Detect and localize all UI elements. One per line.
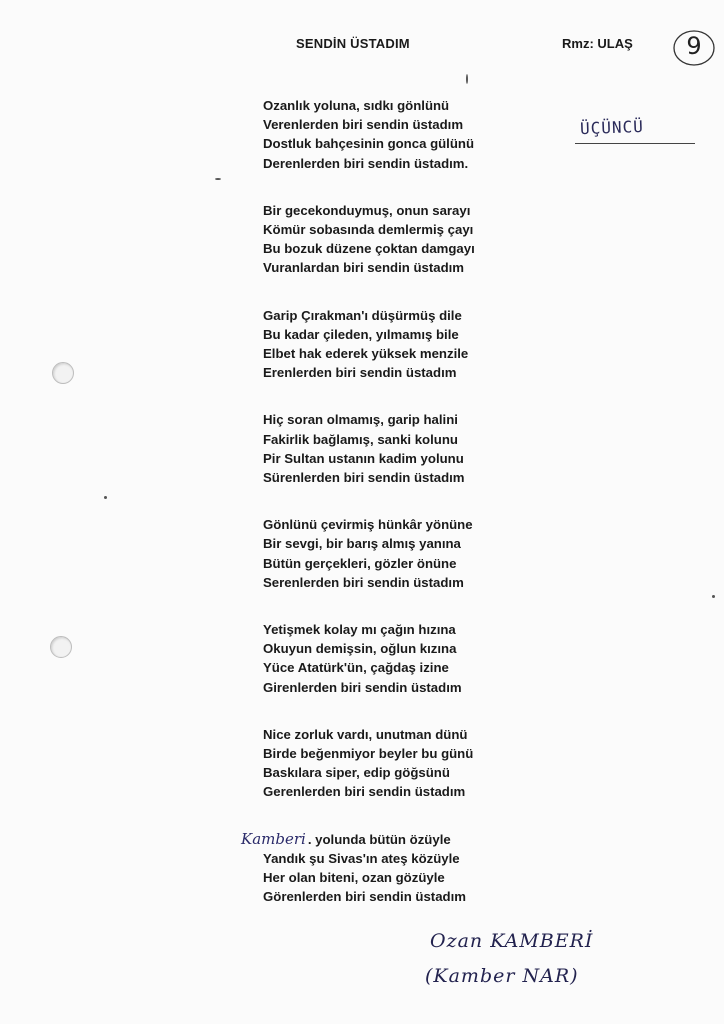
- poem-title: SENDİN ÜSTADIM: [296, 36, 410, 51]
- poem-line: Bu kadar çileden, yılmamış bile: [263, 326, 459, 342]
- poem-line: Yüce Atatürk'ün, çağdaş izine: [263, 660, 449, 676]
- poem-line: Dostluk bahçesinin gonca gülünü: [263, 136, 475, 152]
- paper-speck: [104, 496, 107, 499]
- poem-line: Baskılara siper, edip göğsünü: [263, 765, 450, 781]
- paper-speck: [215, 178, 221, 180]
- poem-line: Pir Sultan ustanın kadim yolunu: [263, 450, 464, 466]
- poem-line: Her olan biteni, ozan gözüyle: [263, 870, 445, 886]
- stanza: [263, 201, 563, 278]
- stanza: [263, 515, 563, 592]
- author-code: Rmz: ULAŞ: [562, 36, 633, 51]
- poem-line: Girenlerden biri sendin üstadım: [263, 679, 462, 695]
- poem-line: Bütün gerçekleri, gözler önüne: [263, 555, 457, 571]
- poem-line: Nice zorluk vardı, unutman dünü: [263, 726, 468, 742]
- poem-line: Gerenlerden biri sendin üstadım: [263, 784, 466, 800]
- signature-realname: (Kamber NAR): [425, 965, 579, 987]
- poem-line: Gönlünü çevirmiş hünkâr yönüne: [263, 517, 473, 533]
- poem-line: Bir gecekonduymuş, onun sarayı: [263, 202, 471, 218]
- poem-line: Hiç soran olmamış, garip halini: [263, 412, 458, 428]
- page-number: 9: [686, 32, 702, 60]
- poem-line-text: . yolunda bütün özüyle: [307, 831, 451, 847]
- stanza: [263, 306, 563, 383]
- poem-line: Görenlerden biri sendin üstadım: [263, 889, 466, 905]
- poem-line: Bu bozuk düzene çoktan damgayı: [263, 241, 475, 257]
- poem-line: Sürenlerden biri sendin üstadım: [263, 470, 465, 486]
- poem-line: Yetişmek kolay mı çağın hızına: [263, 622, 456, 638]
- poem-body: [241, 96, 563, 935]
- poem-line: Birde beğenmiyor beyler bu günü: [263, 746, 474, 762]
- paper-speck: [466, 74, 468, 84]
- stanza: [263, 725, 563, 802]
- stanza: [263, 620, 563, 697]
- poem-line: Ozanlık yoluna, sıdkı gönlünü: [263, 98, 450, 113]
- poem-line: Serenlerden biri sendin üstadım: [263, 574, 464, 590]
- poem-line: Derenlerden biri sendin üstadım.: [263, 155, 469, 171]
- signature-name: Ozan KAMBERİ: [430, 930, 594, 952]
- stanza: [263, 96, 563, 173]
- poem-line: Elbet hak ederek yüksek menzile: [263, 346, 469, 362]
- handwritten-ucuncu: ÜÇÜNCÜ: [579, 116, 645, 139]
- poem-line: Verenlerden biri sendin üstadım: [263, 117, 464, 133]
- punch-hole: [50, 636, 72, 658]
- handwritten-kamberi: Kamberi: [241, 829, 306, 848]
- poem-line: Erenlerden biri sendin üstadım: [263, 365, 457, 381]
- stanza: [263, 410, 563, 487]
- page-number-circle: [672, 28, 716, 68]
- poem-line: Fakirlik bağlamış, sanki kolunu: [263, 431, 458, 447]
- poem-line: Bir sevgi, bir barış almış yanına: [263, 536, 461, 552]
- poem-line: Yandık şu Sivas'ın ateş közüyle: [263, 850, 460, 866]
- poem-line: Vuranlardan biri sendin üstadım: [263, 260, 465, 276]
- poem-line: Garip Çırakman'ı düşürmüş dile: [263, 307, 462, 323]
- poem-line: [241, 829, 563, 849]
- poem-line: Okuyun demişsin, oğlun kızına: [263, 641, 457, 657]
- underline: [575, 143, 695, 144]
- punch-hole: [52, 362, 74, 384]
- poem-line: Kömür sobasında demlermiş çayı: [263, 222, 474, 238]
- stanza: [241, 829, 563, 907]
- paper-speck: [712, 595, 715, 598]
